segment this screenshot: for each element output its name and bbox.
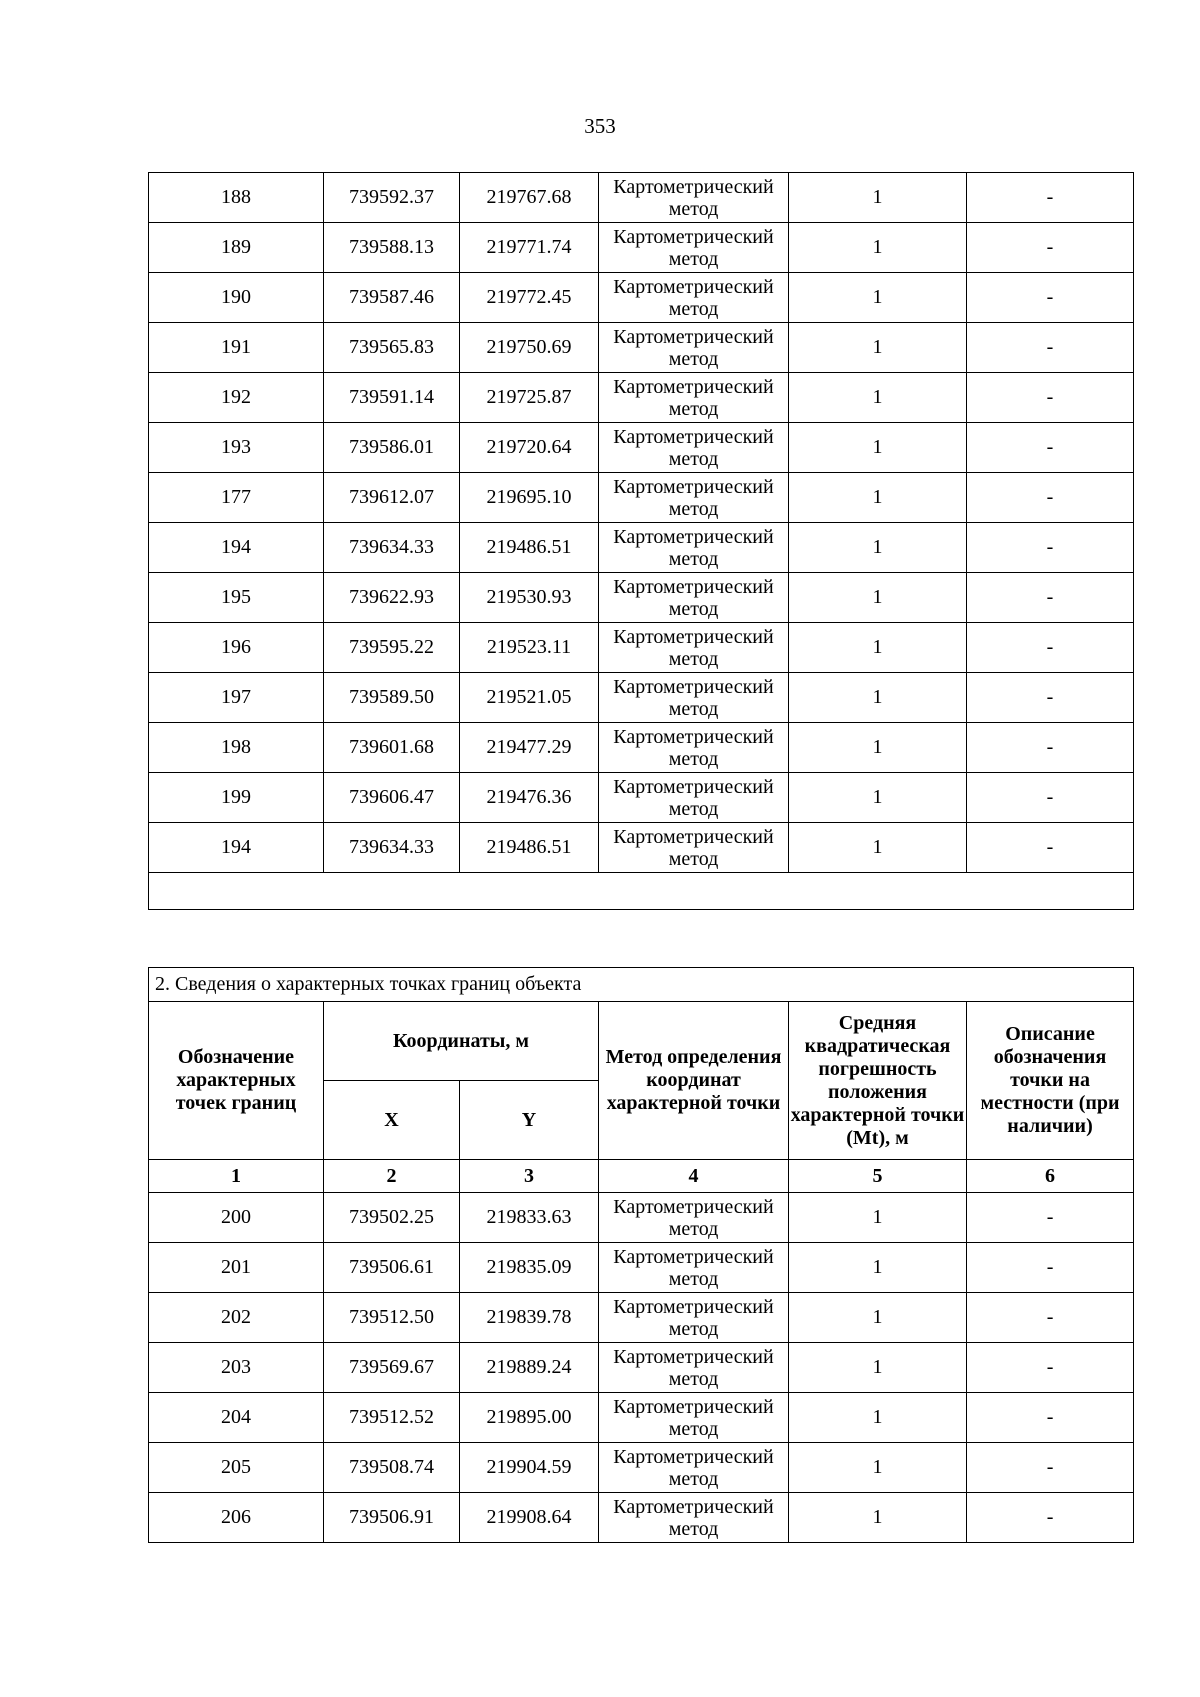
method-cell: Картометрический метод	[599, 1193, 789, 1243]
x-coordinate-cell: 739587.46	[324, 273, 460, 323]
y-coordinate-cell: 219521.05	[460, 673, 599, 723]
mean-square-error-cell: 1	[789, 1343, 967, 1393]
mean-square-error-cell: 1	[789, 223, 967, 273]
point-designation-cell: 193	[149, 423, 324, 473]
page-number: 353	[584, 114, 616, 138]
description-cell: -	[967, 473, 1134, 523]
y-coordinate-cell: 219477.29	[460, 723, 599, 773]
boundary-points-table	[148, 967, 1134, 1543]
x-coordinate-cell: 739634.33	[324, 523, 460, 573]
boundary-points-table-body	[149, 1193, 1134, 1543]
y-coordinate-cell: 219750.69	[460, 323, 599, 373]
x-coordinate-cell: 739589.50	[324, 673, 460, 723]
point-designation-cell: 196	[149, 623, 324, 673]
description-cell: -	[967, 723, 1134, 773]
y-coordinate-cell: 219695.10	[460, 473, 599, 523]
table-row	[149, 173, 1134, 223]
empty-cell	[149, 873, 1134, 910]
point-designation-cell: 201	[149, 1243, 324, 1293]
table-row	[149, 723, 1134, 773]
x-coordinate-cell: 739512.52	[324, 1393, 460, 1443]
method-cell: Картометрический метод	[599, 1343, 789, 1393]
mean-square-error-cell: 1	[789, 1243, 967, 1293]
method-cell: Картометрический метод	[599, 1293, 789, 1343]
mean-square-error-cell: 1	[789, 523, 967, 573]
description-cell: -	[967, 373, 1134, 423]
point-designation-cell: 199	[149, 773, 324, 823]
point-designation-cell: 205	[149, 1443, 324, 1493]
description-cell: -	[967, 1193, 1134, 1243]
point-designation-cell: 191	[149, 323, 324, 373]
mean-square-error-cell: 1	[789, 1293, 967, 1343]
description-cell: -	[967, 673, 1134, 723]
y-coordinate-cell: 219772.45	[460, 273, 599, 323]
y-coordinate-cell: 219908.64	[460, 1493, 599, 1543]
mean-square-error-cell: 1	[789, 1193, 967, 1243]
empty-row	[149, 873, 1134, 910]
point-designation-cell: 194	[149, 523, 324, 573]
x-coordinate-cell: 739606.47	[324, 773, 460, 823]
description-cell: -	[967, 523, 1134, 573]
mean-square-error-cell: 1	[789, 1393, 967, 1443]
mean-square-error-cell: 1	[789, 823, 967, 873]
header-point-designation: Обозначение характерных точек границ	[149, 1002, 324, 1160]
description-cell: -	[967, 573, 1134, 623]
method-cell: Картометрический метод	[599, 173, 789, 223]
column-number: 3	[460, 1160, 599, 1193]
mean-square-error-cell: 1	[789, 173, 967, 223]
table-row	[149, 373, 1134, 423]
section-title: 2. Сведения о характерных точках границ объекта	[149, 968, 1134, 1002]
column-number: 6	[967, 1160, 1134, 1193]
y-coordinate-cell: 219833.63	[460, 1193, 599, 1243]
x-coordinate-cell: 739569.67	[324, 1343, 460, 1393]
table-row	[149, 273, 1134, 323]
method-cell: Картометрический метод	[599, 823, 789, 873]
method-cell: Картометрический метод	[599, 273, 789, 323]
description-cell: -	[967, 423, 1134, 473]
table-row	[149, 1343, 1134, 1393]
y-coordinate-cell: 219895.00	[460, 1393, 599, 1443]
description-cell: -	[967, 1443, 1134, 1493]
table-row	[149, 673, 1134, 723]
description-cell: -	[967, 223, 1134, 273]
y-coordinate-cell: 219767.68	[460, 173, 599, 223]
method-cell: Картометрический метод	[599, 473, 789, 523]
point-designation-cell: 192	[149, 373, 324, 423]
header-description: Описание обозначения точки на местности (при наличии)	[967, 1002, 1134, 1160]
header-coordinates: Координаты, м	[324, 1002, 599, 1081]
column-number: 2	[324, 1160, 460, 1193]
point-designation-cell: 202	[149, 1293, 324, 1343]
method-cell: Картометрический метод	[599, 1393, 789, 1443]
x-coordinate-cell: 739508.74	[324, 1443, 460, 1493]
mean-square-error-cell: 1	[789, 273, 967, 323]
method-cell: Картометрический метод	[599, 673, 789, 723]
table-row	[149, 823, 1134, 873]
y-coordinate-cell: 219476.36	[460, 773, 599, 823]
point-designation-cell: 200	[149, 1193, 324, 1243]
description-cell: -	[967, 323, 1134, 373]
mean-square-error-cell: 1	[789, 673, 967, 723]
mean-square-error-cell: 1	[789, 573, 967, 623]
x-coordinate-cell: 739592.37	[324, 173, 460, 223]
method-cell: Картометрический метод	[599, 423, 789, 473]
point-designation-cell: 189	[149, 223, 324, 273]
y-coordinate-cell: 219839.78	[460, 1293, 599, 1343]
x-coordinate-cell: 739622.93	[324, 573, 460, 623]
table-row	[149, 1193, 1134, 1243]
coordinates-table-continued-body	[149, 173, 1134, 910]
table-row	[149, 1393, 1134, 1443]
method-cell: Картометрический метод	[599, 523, 789, 573]
method-cell: Картометрический метод	[599, 773, 789, 823]
header-method: Метод определения координат характерной точки	[599, 1002, 789, 1160]
column-number: 4	[599, 1160, 789, 1193]
x-coordinate-cell: 739512.50	[324, 1293, 460, 1343]
y-coordinate-cell: 219889.24	[460, 1343, 599, 1393]
y-coordinate-cell: 219530.93	[460, 573, 599, 623]
mean-square-error-cell: 1	[789, 423, 967, 473]
mean-square-error-cell: 1	[789, 623, 967, 673]
table-row	[149, 1493, 1134, 1543]
mean-square-error-cell: 1	[789, 773, 967, 823]
column-number: 5	[789, 1160, 967, 1193]
table-row	[149, 473, 1134, 523]
table-row	[149, 523, 1134, 573]
table-row	[149, 573, 1134, 623]
description-cell: -	[967, 773, 1134, 823]
x-coordinate-cell: 739588.13	[324, 223, 460, 273]
point-designation-cell: 204	[149, 1393, 324, 1443]
table-row	[149, 423, 1134, 473]
coordinates-table-continued	[148, 172, 1134, 910]
y-coordinate-cell: 219835.09	[460, 1243, 599, 1293]
point-designation-cell: 198	[149, 723, 324, 773]
table-row	[149, 223, 1134, 273]
table-row	[149, 623, 1134, 673]
x-coordinate-cell: 739502.25	[324, 1193, 460, 1243]
table-row	[149, 1243, 1134, 1293]
description-cell: -	[967, 1293, 1134, 1343]
y-coordinate-cell: 219725.87	[460, 373, 599, 423]
y-coordinate-cell: 219486.51	[460, 823, 599, 873]
mean-square-error-cell: 1	[789, 373, 967, 423]
description-cell: -	[967, 1493, 1134, 1543]
method-cell: Картометрический метод	[599, 223, 789, 273]
method-cell: Картометрический метод	[599, 1493, 789, 1543]
mean-square-error-cell: 1	[789, 323, 967, 373]
description-cell: -	[967, 623, 1134, 673]
mean-square-error-cell: 1	[789, 1443, 967, 1493]
column-number: 1	[149, 1160, 324, 1193]
description-cell: -	[967, 1343, 1134, 1393]
table-row	[149, 1293, 1134, 1343]
description-cell: -	[967, 823, 1134, 873]
x-coordinate-cell: 739634.33	[324, 823, 460, 873]
point-designation-cell: 195	[149, 573, 324, 623]
description-cell: -	[967, 273, 1134, 323]
point-designation-cell: 206	[149, 1493, 324, 1543]
method-cell: Картометрический метод	[599, 573, 789, 623]
point-designation-cell: 188	[149, 173, 324, 223]
y-coordinate-cell: 219904.59	[460, 1443, 599, 1493]
point-designation-cell: 194	[149, 823, 324, 873]
table-row	[149, 1443, 1134, 1493]
method-cell: Картометрический метод	[599, 373, 789, 423]
method-cell: Картометрический метод	[599, 623, 789, 673]
y-coordinate-cell: 219486.51	[460, 523, 599, 573]
mean-square-error-cell: 1	[789, 473, 967, 523]
mean-square-error-cell: 1	[789, 723, 967, 773]
method-cell: Картометрический метод	[599, 1243, 789, 1293]
x-coordinate-cell: 739591.14	[324, 373, 460, 423]
description-cell: -	[967, 173, 1134, 223]
x-coordinate-cell: 739506.61	[324, 1243, 460, 1293]
point-designation-cell: 197	[149, 673, 324, 723]
table-row	[149, 323, 1134, 373]
method-cell: Картометрический метод	[599, 1443, 789, 1493]
header-mean-square-error: Средняя квадратическая погрешность положения характерной точки (Mt), м	[789, 1002, 967, 1160]
header-y: Y	[460, 1081, 599, 1160]
mean-square-error-cell: 1	[789, 1493, 967, 1543]
x-coordinate-cell: 739601.68	[324, 723, 460, 773]
y-coordinate-cell: 219771.74	[460, 223, 599, 273]
method-cell: Картометрический метод	[599, 323, 789, 373]
y-coordinate-cell: 219720.64	[460, 423, 599, 473]
x-coordinate-cell: 739612.07	[324, 473, 460, 523]
x-coordinate-cell: 739595.22	[324, 623, 460, 673]
header-x: X	[324, 1081, 460, 1160]
x-coordinate-cell: 739565.83	[324, 323, 460, 373]
table-row	[149, 773, 1134, 823]
description-cell: -	[967, 1393, 1134, 1443]
method-cell: Картометрический метод	[599, 723, 789, 773]
x-coordinate-cell: 739506.91	[324, 1493, 460, 1543]
description-cell: -	[967, 1243, 1134, 1293]
point-designation-cell: 203	[149, 1343, 324, 1393]
point-designation-cell: 190	[149, 273, 324, 323]
column-numbers-row	[149, 1160, 1134, 1193]
y-coordinate-cell: 219523.11	[460, 623, 599, 673]
point-designation-cell: 177	[149, 473, 324, 523]
x-coordinate-cell: 739586.01	[324, 423, 460, 473]
